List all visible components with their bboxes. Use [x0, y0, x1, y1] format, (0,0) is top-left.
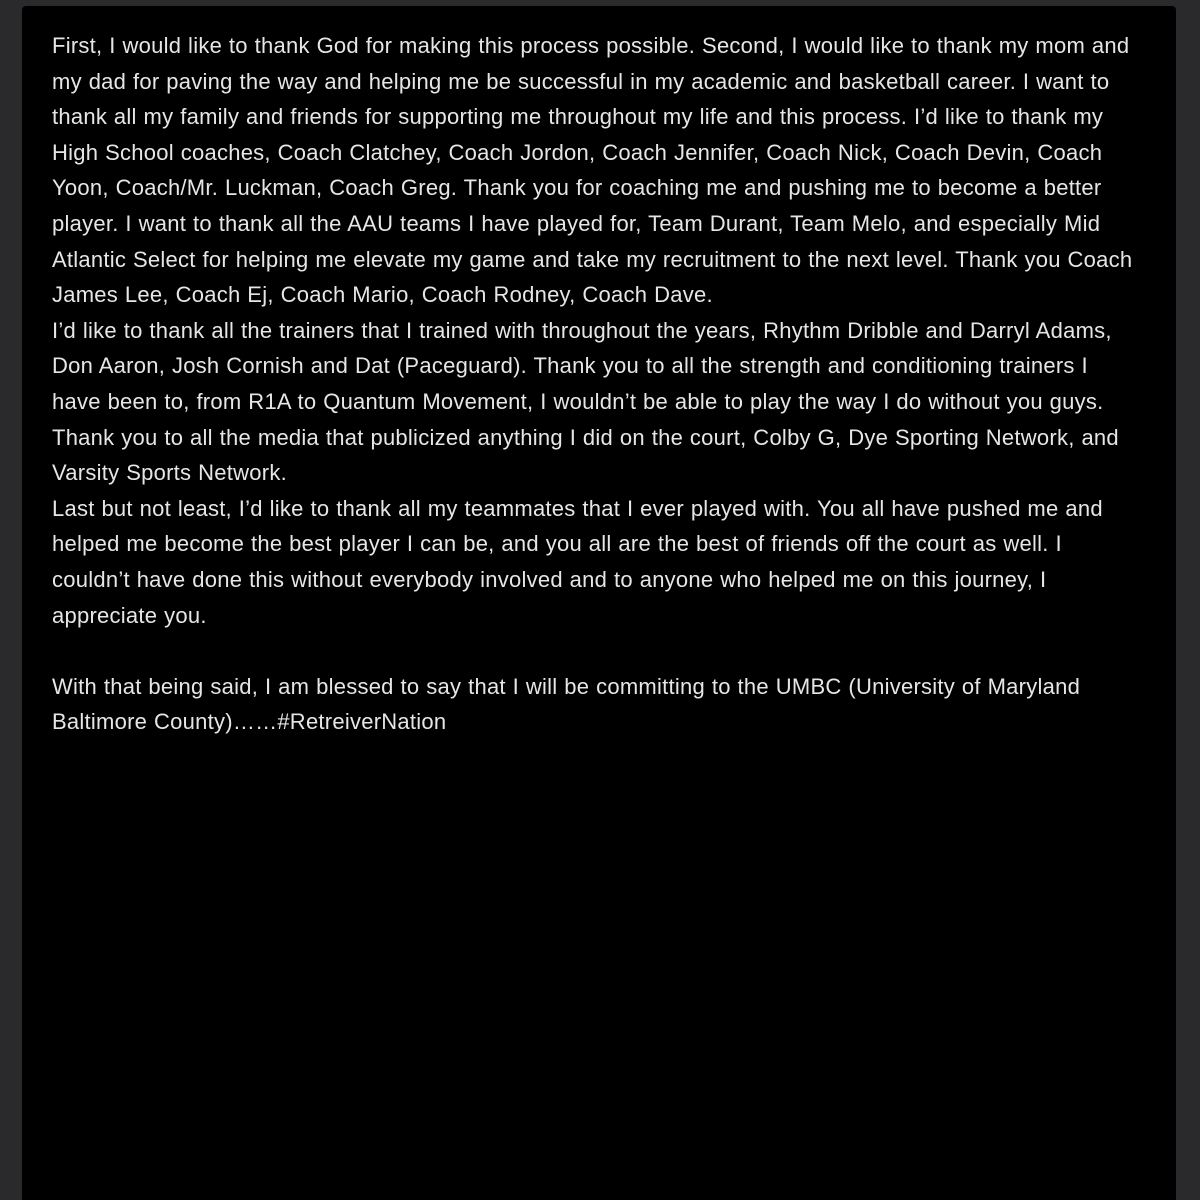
blank-line: [52, 633, 1136, 669]
paragraph-thanks-trainers-media: I’d like to thank all the trainers that I trained with throughout the years, Rhythm Dribble and Darryl Adams, Don Aaron, Josh Cornish and Dat (Paceguard). Thank you to all the strength and conditioning trainers I have been to, from R1A to Quantum Movement, I wouldn’t be able to play the way I do without you guys. Thank you to all the media that publicized anything I did on the court, Colby G, Dye Sporting Network, and Varsity Sports Network.: [52, 317, 1119, 486]
note-body[interactable]: [22, 6, 1176, 1200]
paragraph-thanks-family-coaches: First, I would like to thank God for making this process possible. Second, I would like to thank my mom and my dad for paving the way and helping me be successful in my academic and basketball career. I want to thank all my family and friends for supporting me throughout my life and this process. I’d like to thank my High School coaches, Coach Clatchey, Coach Jordon, Coach Jennifer, Coach Nick, Coach Devin, Coach Yoon, Coach/Mr. Luckman, Coach Greg. Thank you for coaching me and pushing me to become a better player. I want to thank all the AAU teams I have played for, Team Durant, Team Melo, and especially Mid Atlantic Select for helping me elevate my game and take my recruitment to the next level. Thank you Coach James Lee, Coach Ej, Coach Mario, Coach Rodney, Coach Dave.: [52, 33, 1133, 308]
paragraph-commitment: With that being said, I am blessed to say that I will be committing to the UMBC (University of Maryland Baltimore County)……#RetreiverNation: [52, 673, 1081, 735]
paragraph-thanks-teammates: Last but not least, I’d like to thank all my teammates that I ever played with. You all have pushed me and helped me become the best player I can be, and you all are the best of friends off the court as well. I couldn’t have done this without everybody involved and to anyone who helped me on this journey, I appreciate you.: [52, 495, 1103, 628]
